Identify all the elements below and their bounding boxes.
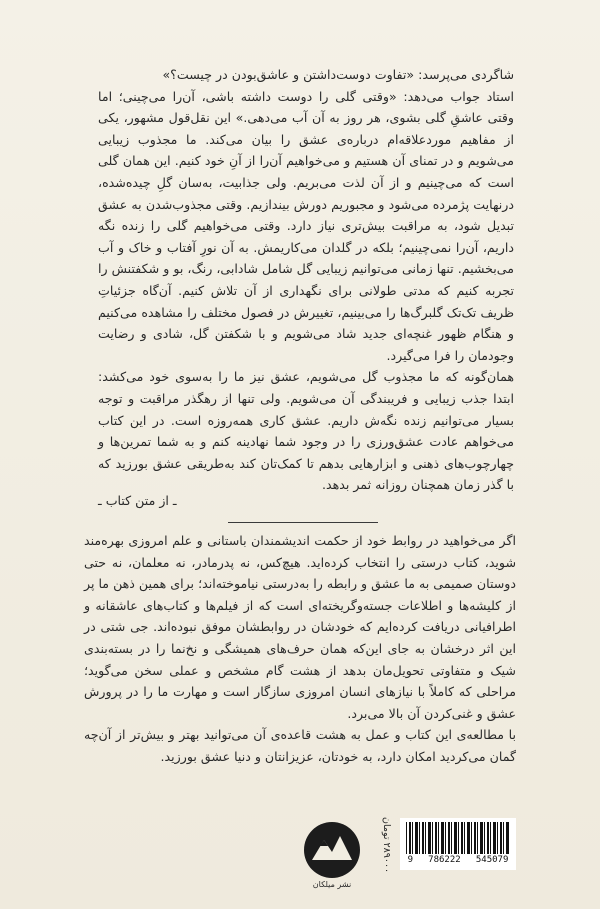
isbn-barcode <box>400 818 516 870</box>
book-blurb <box>84 530 516 768</box>
price-label: ۲۸۹۰۰۰ تومان <box>381 816 392 874</box>
blurb-paragraph: با مطالعه‌ی این کتاب و عمل به هشت قاعده‌ی آن می‌توانید بهتر و بیش‌تر از آن‌چه گمان می‌کردید امکان دارد، به خودتان، عزیزانتان و دنیا عشق بورزید. <box>84 727 516 764</box>
excerpt-question: شاگردی می‌پرسد: «تفاوت دوست‌داشتن و عاشق‌بودن در چیست؟» <box>162 67 514 82</box>
excerpt-paragraph: همان‌گونه که ما مجذوب گل می‌شویم، عشق نیز ما را به‌سوی خود می‌کشد: ابتدا جذب زیبایی و فریبندگی آن می‌شویم. ولی تنها از رهگذر مراقبت و توجه بسیار می‌توانیم زنده نگه‌ش داریم. عشق کاری همه‌روزه است. در این کتاب می‌خواهم عادت عشق‌ورزی را در وجود شما نهادینه کنم و به شما تمرین‌ها و چهارچوب‌های ذهنی و ابزارهایی بدهم تا کمک‌تان کند به‌طریقی عشق بورزید که با گذر زمان همچنان روزانه ثمر بدهد. <box>98 369 514 493</box>
barcode-bars <box>406 822 510 854</box>
excerpt-credit: ـ از متن کتاب ـ <box>98 493 177 508</box>
book-excerpt <box>98 64 514 496</box>
barcode-digits <box>400 855 516 865</box>
excerpt-paragraph: استاد جواب می‌دهد: «وقتی گلی را دوست داشته باشی، آن‌را می‌چینی؛ اما وقتی عاشقِ گلی بشوی، هر روز به آن آب می‌دهی.» این نقل‌قول مشهور، یکی از مفاهیم موردعلاقه‌ام درباره‌ی عشق را بیان می‌کند. ما مجذوب زیبایی می‌شویم و در تمنای آن هستیم و می‌خواهیم آن‌را از آنِ خود کنیم. این همان گلی است که می‌چینیم و از آن لذت می‌بریم. ولی جذابیت، به‌سان گلِ چیده‌شده، درنهایت پژمرده می‌شود و مجبوریم دورش بیندازیم. وقتی مجذوب‌شدن به عشق تبدیل شود، به مراقبت بیش‌تری نیاز دارد. وقتی می‌خواهیم گلی را زنده نگه داریم، آن‌را نمی‌چینیم؛ بلکه در گلدان می‌کاریمش. به آن نورِ آفتاب و خاک و آب می‌بخشیم. تنها زمانی می‌توانیم زیبایی گل شامل شادابی، رنگ، بو و شکفتنش را تجربه کنیم که مدتی طولانی برای نگهداری از آن تلاش کنیم. آن‌گاه جزئیاتِ ظریف تک‌تک گلبرگ‌ها را می‌بینیم، تغییرش در فصول مختلف را مشاهده می‌کنیم و هنگام ظهور غنچه‌ای جدید شاد می‌شویم و با شکفتن گل، شادی و رضایت وجودمان را فرا می‌گیرد. <box>98 88 514 363</box>
barcode-digit-group: 786222 <box>428 855 461 865</box>
section-divider <box>228 522 378 523</box>
barcode-digit-group: 9 <box>407 855 413 865</box>
publisher-name: نشر میلکان <box>312 880 352 889</box>
barcode-digit-group: 545079 <box>475 855 509 865</box>
blurb-paragraph: اگر می‌خواهید در روابط خود از حکمت اندیشمندان باستانی و علم امروزی بهره‌مند شوید، کتاب درستی را انتخاب کرده‌اید. هیچ‌کس، نه پدرمادر، نه معلمان، نه حتی دوستان صمیمی به ما عشق و رابطه را به‌درستی نیاموخته‌اند؛ برای همین ذهن ما پر از کلیشه‌ها و اطلاعات جسته‌وگریخته‌ای است که از فیلم‌ها و کتاب‌های عاشقانه و اطرافیانی دریافت کرده‌ایم که خودشان در روابطشان موفق نبوده‌اند. جی شتی در این اثر درخشان به جای این‌که همان حرف‌های همیشگی و نخ‌نما را در بسته‌بندی شیک و متفاوتی تحویل‌مان بدهد از هشت گام مشخص و عملی سخن می‌گوید؛ مراحلی که کاملاً با نیازهای انسان امروزی سازگار است و مهارت ما را در پرورش عشق و غنی‌کردن آن بالا می‌برد. <box>84 533 516 721</box>
publisher-logo-icon <box>302 820 362 880</box>
